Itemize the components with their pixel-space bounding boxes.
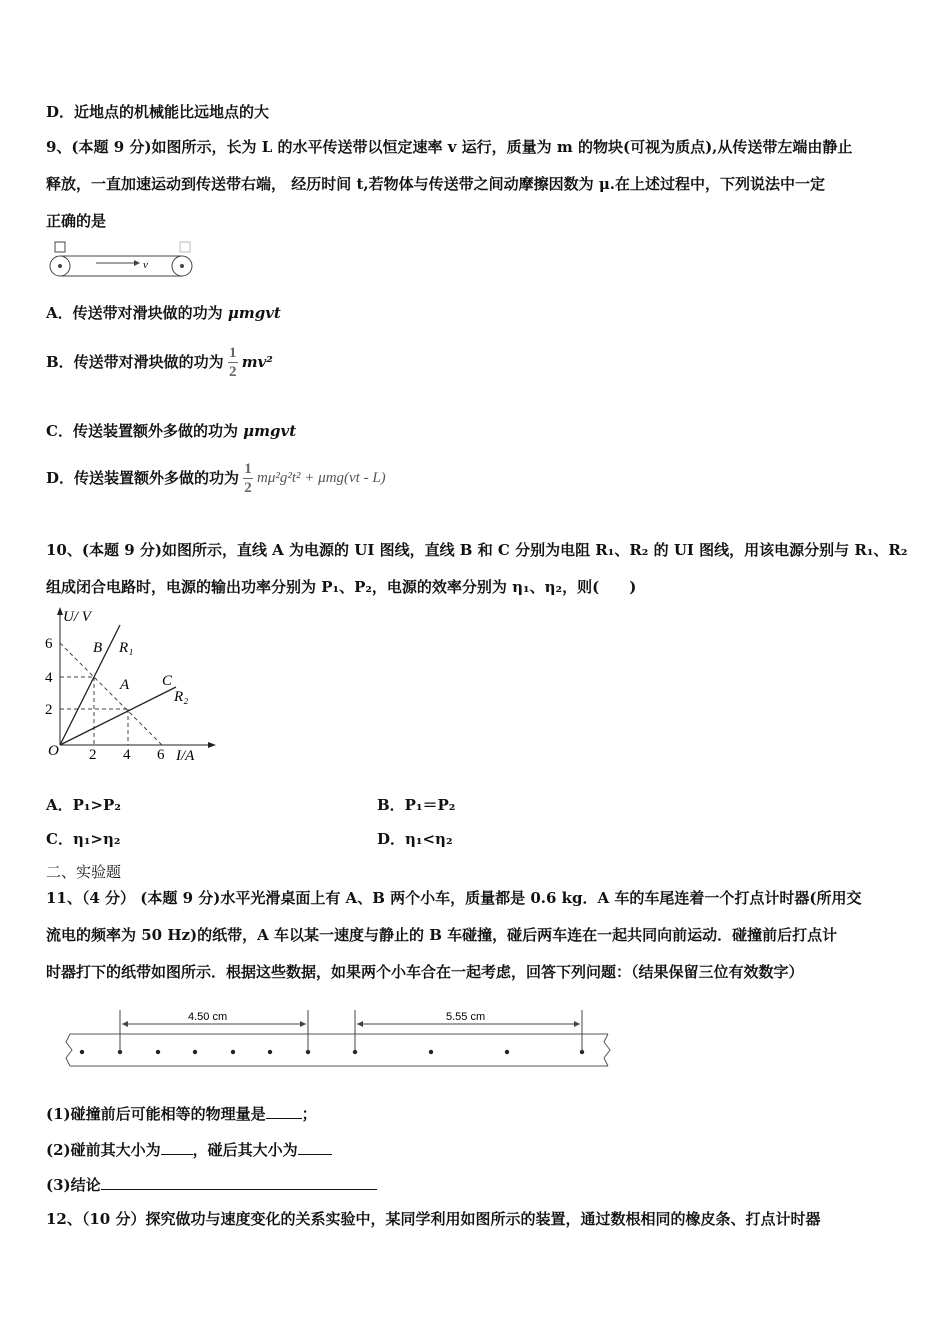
answer-blank[interactable]	[101, 1189, 377, 1190]
q11-sub-1: (1)碰撞前后可能相等的物理量是 ；	[46, 1105, 317, 1123]
q11-stem-line-1: 11、（4 分） (本题 9 分)水平光滑桌面上有 A、B 两个小车，质量都是 0.6 kg．A 车的车尾连着一个打点计时器(所用交	[46, 889, 862, 907]
label-r1: R₁	[119, 640, 134, 656]
line-c-r2	[60, 687, 176, 745]
label-b: B	[93, 640, 103, 656]
q10-option-d: D．η₁<η₂	[377, 830, 453, 848]
q11-sub-2: (2)碰前其大小为 ，碰后其大小为	[46, 1140, 332, 1160]
origin-label: O	[48, 743, 59, 759]
answer-blank[interactable]	[298, 1154, 332, 1155]
q10-option-a: A．P₁>P₂	[46, 796, 121, 814]
q9-stem-line-2: 释放，一直加速运动到传送带右端， 经历时间 t,若物体与传送带之间动摩擦因数为 μ.在上述过程中，下列说法中一定	[46, 175, 826, 193]
q11-sub-3: (3)结论	[46, 1175, 377, 1195]
q12-stem-line-1: 12、（10 分）探究做功与速度变化的关系实验中，某同学利用如图所示的装置，通过数根相同的橡皮条、打点计时器	[46, 1210, 821, 1228]
x-tick-4: 4	[123, 747, 131, 763]
q8-option-d: D．近地点的机械能比远地点的大	[46, 103, 270, 121]
y-axis-label: U/ V	[63, 609, 91, 625]
q9-option-d: D．传送装置额外多做的功为 $\frac{1}{2}$ mμ²g²t² + μmg(vt - L)	[46, 460, 386, 496]
fraction-half: $\frac{1}{2}$	[228, 344, 237, 380]
y-tick-4: 4	[45, 670, 53, 686]
conveyor-belt-figure	[46, 240, 196, 280]
belt-velocity-label: v	[143, 259, 148, 271]
q11-stem-line-3: 时器打下的纸带如图所示．根据这些数据，如果两个小车合在一起考虑，回答下列问题：（结果保留三位有效数字）	[46, 963, 804, 981]
y-tick-2: 2	[45, 702, 53, 718]
q9-stem-line-1: 9、(本题 9 分)如图所示，长为 L 的水平传送带以恒定速率 v 运行，质量为 m 的物块(可视为质点),从传送带左端由静止	[46, 138, 853, 156]
label-r2: R₂	[174, 689, 189, 705]
x-axis-label: I/A	[176, 748, 195, 764]
line-b-r1	[60, 625, 120, 745]
label-a: A	[120, 677, 130, 693]
q9-option-c: C．传送装置额外多做的功为 μmgvt	[46, 422, 297, 440]
x-tick-2: 2	[89, 747, 97, 763]
tape-length-2: 5.55 cm	[446, 1011, 486, 1023]
fraction-half: $\frac{1}{2}$	[244, 460, 252, 496]
x-tick-6: 6	[157, 747, 165, 763]
q11-stem-line-2: 流电的频率为 50 Hz)的纸带，A 车以某一速度与静止的 B 车碰撞，碰后两车连在一起共同向前运动．碰撞前后打点计	[46, 926, 838, 944]
paper-tape-figure	[60, 998, 620, 1078]
q10-stem-line-1: 10、(本题 9 分)如图所示，直线 A 为电源的 UI 图线，直线 B 和 C 分别为电阻 R₁、R₂ 的 UI 图线，用该电源分别与 R₁、R₂	[46, 541, 908, 559]
line-a	[60, 643, 162, 745]
answer-blank[interactable]	[161, 1154, 193, 1155]
label-c: C	[162, 673, 173, 689]
q9-option-a: A．传送带对滑块做的功为 μmgvt	[46, 304, 281, 322]
q10-option-c: C．η₁>η₂	[46, 830, 121, 848]
ui-graph	[40, 605, 220, 765]
tape-length-1: 4.50 cm	[188, 1011, 228, 1023]
q10-stem-line-2: 组成闭合电路时，电源的输出功率分别为 P₁、P₂，电源的效率分别为 η₁、η₂，则( )	[46, 578, 637, 596]
q10-option-b: B．P₁＝P₂	[377, 796, 456, 814]
y-tick-6: 6	[45, 636, 53, 652]
answer-blank[interactable]	[266, 1118, 302, 1119]
q9-stem-line-3: 正确的是	[46, 212, 107, 230]
q9-option-b: B．传送带对滑块做的功为 $\frac{1}{2}$ mv²	[46, 344, 273, 380]
section-heading: 二、实验题	[46, 863, 122, 881]
